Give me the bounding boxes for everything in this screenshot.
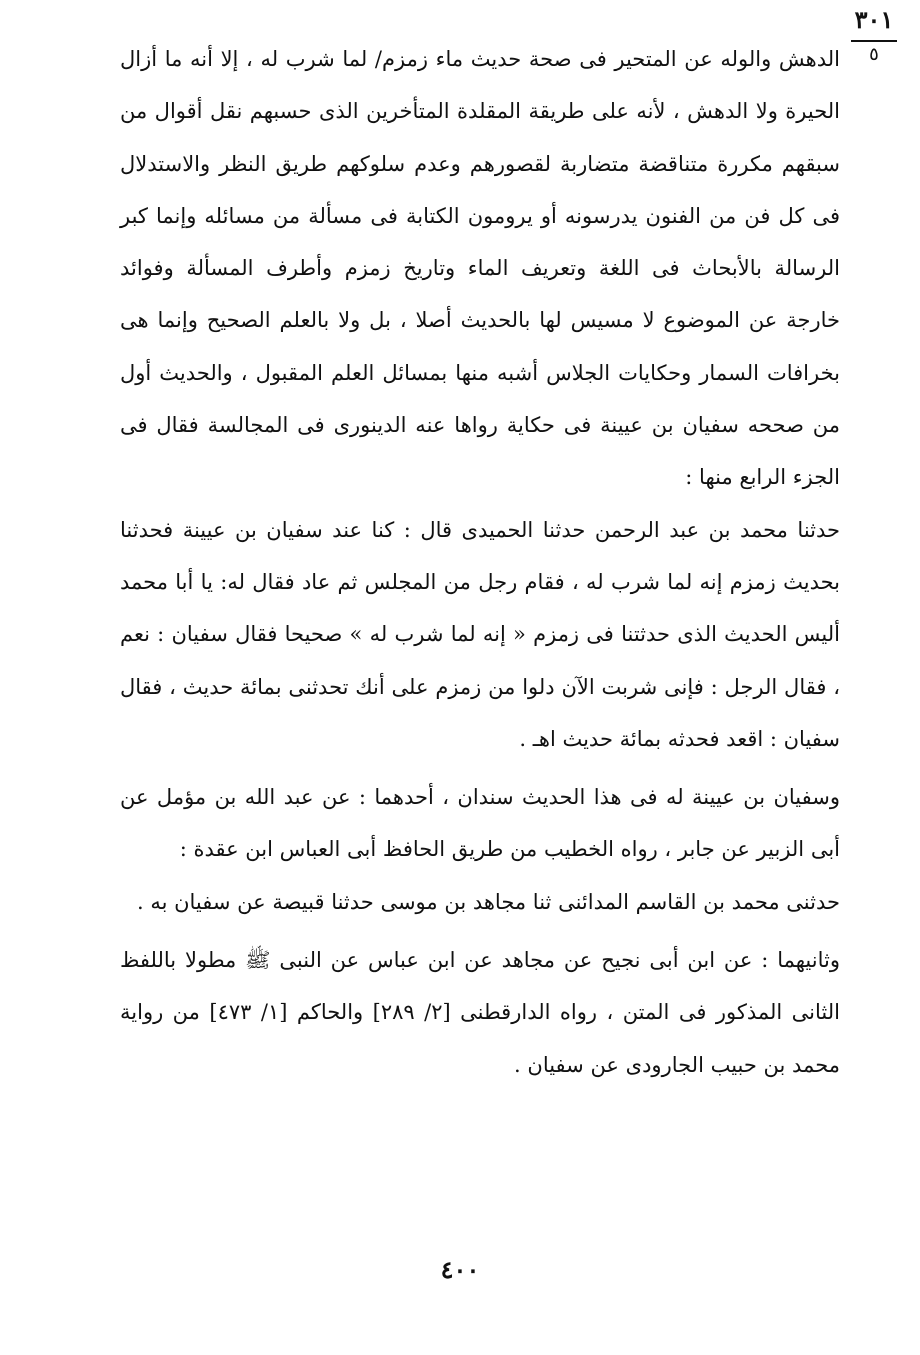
paragraph-2: حدثنا محمد بن عبد الرحمن حدثنا الحميدى قال : كنا عند سفيان بن عيينة فحدثنا بحديث زمزم إنه لما شرب له ، فقام رجل من المجلس ثم عاد فقال له: يا أبا محمد أليس الحديث الذى حدثتنا فى زمزم « إنه لما شرب له » صحيحا فقال سفيان : نعم ، فقال الرجل : فإنى شربت الآن دلوا من زمزم على أنك تحدثنى بمائة حديث ، فقال سفيان : اقعد فحدثه بمائة حديث اهـ . — [120, 517, 840, 751]
paragraph-4: حدثنى محمد بن القاسم المدائنى ثنا مجاهد بن موسى حدثنا قبيصة عن سفيان به . — [136, 889, 840, 914]
margin-divider — [851, 40, 897, 42]
paragraph-5: وثانيهما : عن ابن أبى نجيح عن مجاهد عن ابن عباس عن النبى ﷺ مطولا باللفظ الثانى المذكور فى المتن ، رواه الدارقطنى [٢/ ٢٨٩] والحاكم [١/ ٤٧٣] من رواية محمد بن حبيب الجارودى عن سفيان . — [120, 948, 840, 1077]
margin-reference — [850, 6, 898, 66]
body-text — [120, 33, 840, 1091]
paragraph-1: الدهش والوله عن المتحير فى صحة حديث ماء زمزم/ لما شرب له ، إلا أنه ما أزال الحيرة ولا الدهش ، لأنه على طريقة المقلدة المتأخرين الذى حسبهم نقل أقوال من سبقهم مكررة متناقضة متضاربة لقصورهم وعدم سلوكهم طريق النظر والاستدلال فى كل فن من الفنون يدرسونه أو يرومون الكتابة فى مسألة من مسائله وإنما كبر الرسالة بالأبحاث فى اللغة وتعريف الماء وتاريخ زمزم وأطرف المسألة وفوائد خارجة عن الموضوع لا مسيس لها بالحديث أصلا ، بل ولا بالعلم الصحيح وإنما هى بخرافات السمار وحكايات الجلاس أشبه منها بمسائل العلم المقبول ، والحديث أول من صححه سفيان بن عيينة فى حكاية رواها عنه الدينورى فى المجالسة فقال فى الجزء الرابع منها : — [120, 47, 840, 490]
paragraph-3: وسفيان بن عيينة له فى هذا الحديث سندان ، أحدهما : عن عبد الله بن مؤمل عن أبى الزبير عن جابر ، رواه الخطيب من طريق الحافظ أبى العباس ابن عقدة : — [120, 785, 840, 862]
footer-page-number: ٤٠٠ — [440, 1255, 480, 1284]
margin-line-marker: ٥ — [869, 44, 879, 65]
margin-page-number: ٣٠١ — [854, 5, 894, 34]
